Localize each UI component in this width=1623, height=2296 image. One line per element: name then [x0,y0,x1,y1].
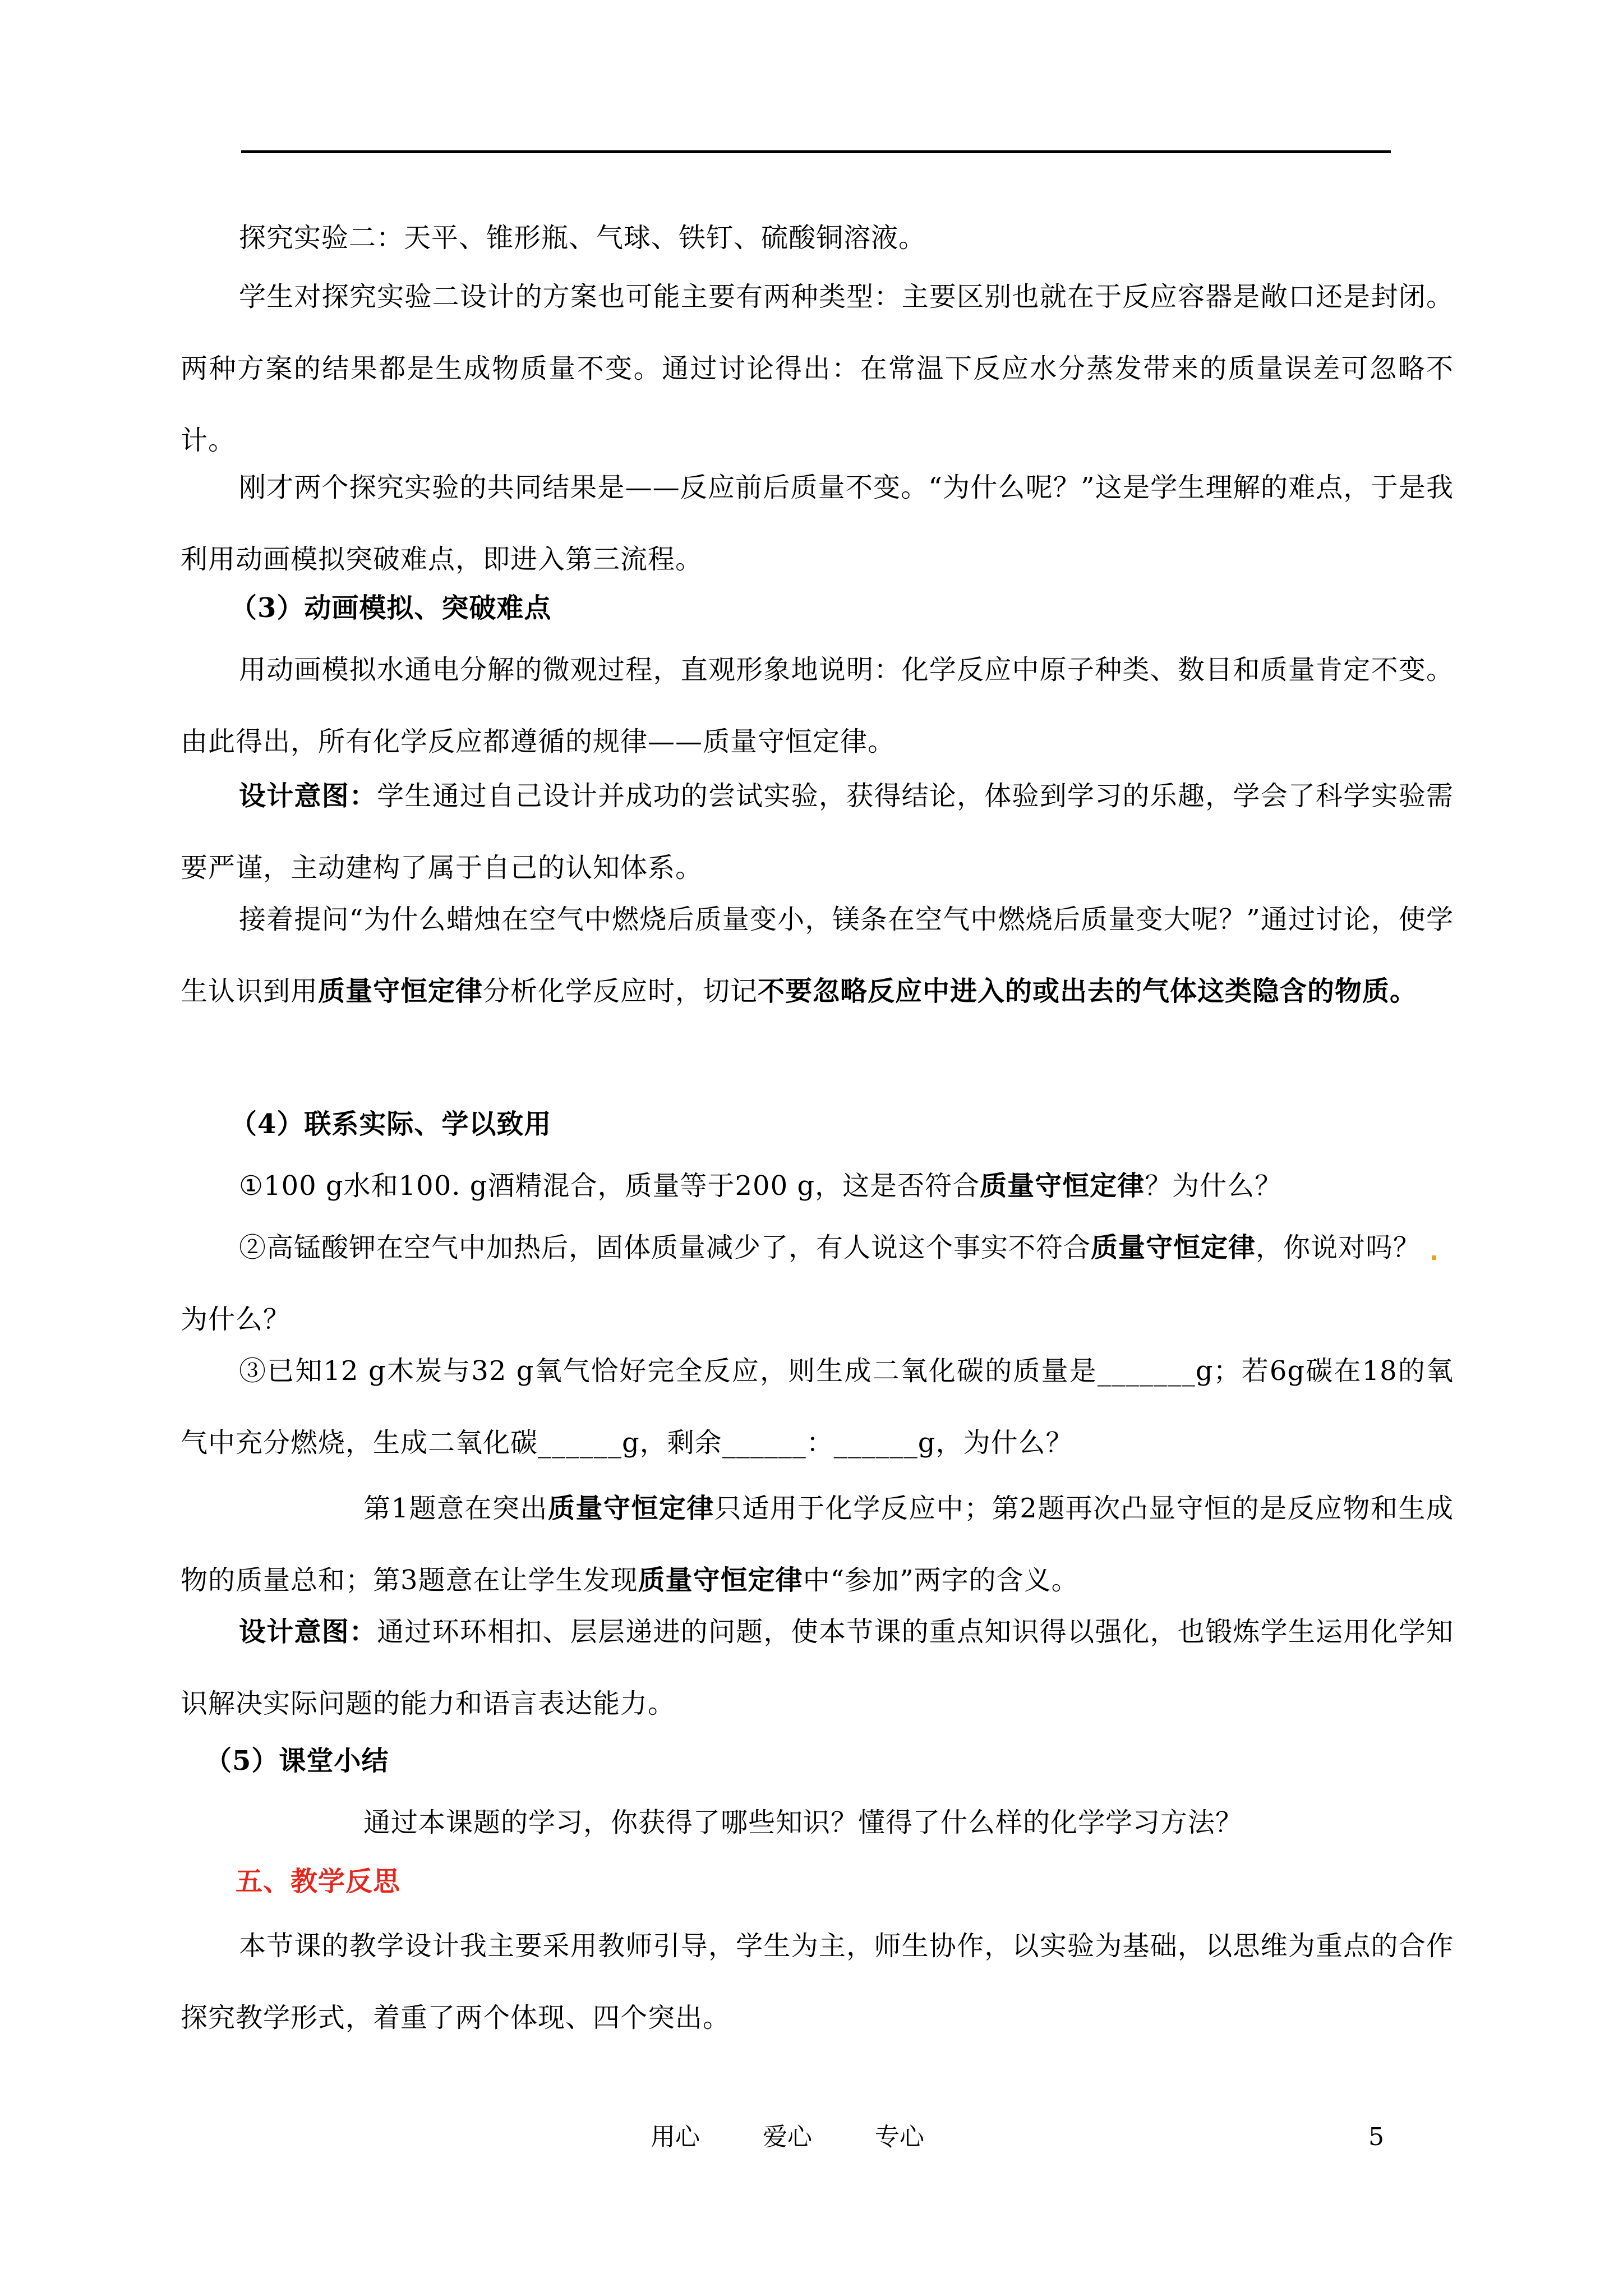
text-segment: 分析化学反应时，切记 [483,976,758,1007]
design-intent-label: 设计意图： [239,780,377,812]
law-of-conservation-term: 质量守恒定律 [318,976,483,1007]
text-segment: ②高锰酸钾在空气中加热后，固体质量减少了，有人说这个事实不符合 [239,1232,1091,1263]
text-segment: ，你说对吗？ [1256,1232,1421,1263]
page-number: 5 [1368,2123,1384,2151]
law-of-conservation-term: 质量守恒定律 [638,1565,803,1596]
paragraph-design-intent-2 [181,1596,1454,1740]
footer-word-2: 爱心 [763,2123,812,2151]
heading-summary: （5）课堂小结 [205,1745,389,1777]
paragraph-summary: 通过本课题的学习，你获得了哪些知识？懂得了什么样的化学学习方法？ [363,1807,1243,1838]
text-segment: ？为什么？ [1145,1170,1283,1202]
footer-word-1: 用心 [651,2123,700,2151]
heading-animation: （3）动画模拟、突破难点 [230,592,552,624]
paragraph-question-purpose [181,1473,1454,1616]
text-segment: 中“参加”两字的含义。 [803,1565,1079,1596]
text-segment: 接着提问“为什么蜡烛在空气中燃烧后质量变小，镁条在空气中燃烧后质量变大呢？”通过讨论，使学生认识到用 [181,904,1454,1007]
question-2 [181,1212,1454,1355]
law-of-conservation-term: 质量守恒定律 [547,1493,714,1524]
law-of-conservation-term: 质量守恒定律 [980,1170,1145,1202]
design-intent-label: 设计意图： [239,1616,377,1648]
emphasis-hidden-gas: 不要忽略反应中进入的或出去的气体这类隐含的物质。 [758,976,1418,1007]
section-heading-reflection: 五、教学反思 [236,1866,401,1897]
paragraph-question-candle [181,884,1454,1027]
stray-mark [1432,1255,1436,1260]
paragraph-common-result: 刚才两个探究实验的共同结果是——反应前后质量不变。“为什么呢？”这是学生理解的难点，于是我利用动画模拟突破难点，即进入第三流程。 [181,472,1454,575]
question-1 [181,1150,1454,1222]
paragraph-materials: 探究实验二：天平、锥形瓶、气球、铁钉、硫酸铜溶液。 [239,222,926,254]
paragraph-reflection: 本节课的教学设计我主要采用教师引导，学生为主，师生协作，以实验为基础，以思维为重点的合作探究教学形式，着重了两个体现、四个突出。 [181,1930,1454,2033]
question-3: ③已知12 g木炭与32 g氧气恰好完全反应，则生成二氧化碳的质量是_______g；若6g碳在18的氧气中充分燃烧，生成二氧化碳______g，剩余______：______g，为什么？ [181,1355,1454,1458]
heading-application: （4）联系实际、学以致用 [230,1108,552,1140]
law-of-conservation-term: 质量守恒定律 [1091,1232,1256,1263]
text-segment: 只适用于化学反应中；第2题再次凸显守恒的是反应物和生成物的质量总和；第3题意在让学生发现 [181,1493,1454,1596]
text-segment: 为什么？ [181,1304,291,1335]
paragraph-design-intent-1 [181,760,1454,904]
footer-word-3: 专心 [875,2123,924,2151]
text-segment: ①100 g水和100. g酒精混合，质量等于200 g，这是否符合 [239,1170,980,1202]
header-rule [241,150,1391,153]
paragraph-animation: 用动画模拟水通电分解的微观过程，直观形象地说明：化学反应中原子种类、数目和质量肯定不变。由此得出，所有化学反应都遵循的规律——质量守恒定律。 [181,654,1454,757]
paragraph-experiment-design: 学生对探究实验二设计的方案也可能主要有两种类型：主要区别也就在于反应容器是敞口还是封闭。两种方案的结果都是生成物质量不变。通过讨论得出：在常温下反应水分蒸发带来的质量误差可忽略不计。 [181,281,1454,456]
text-segment: 第1题意在突出 [363,1493,548,1524]
design-intent-text: 通过环环相扣、层层递进的问题，使本节课的重点知识得以强化，也锻炼学生运用化学知识解决实际问题的能力和语言表达能力。 [181,1616,1454,1719]
design-intent-text: 学生通过自己设计并成功的尝试实验，获得结论，体验到学习的乐趣，学会了科学实验需要严谨，主动建构了属于自己的认知体系。 [181,780,1454,884]
